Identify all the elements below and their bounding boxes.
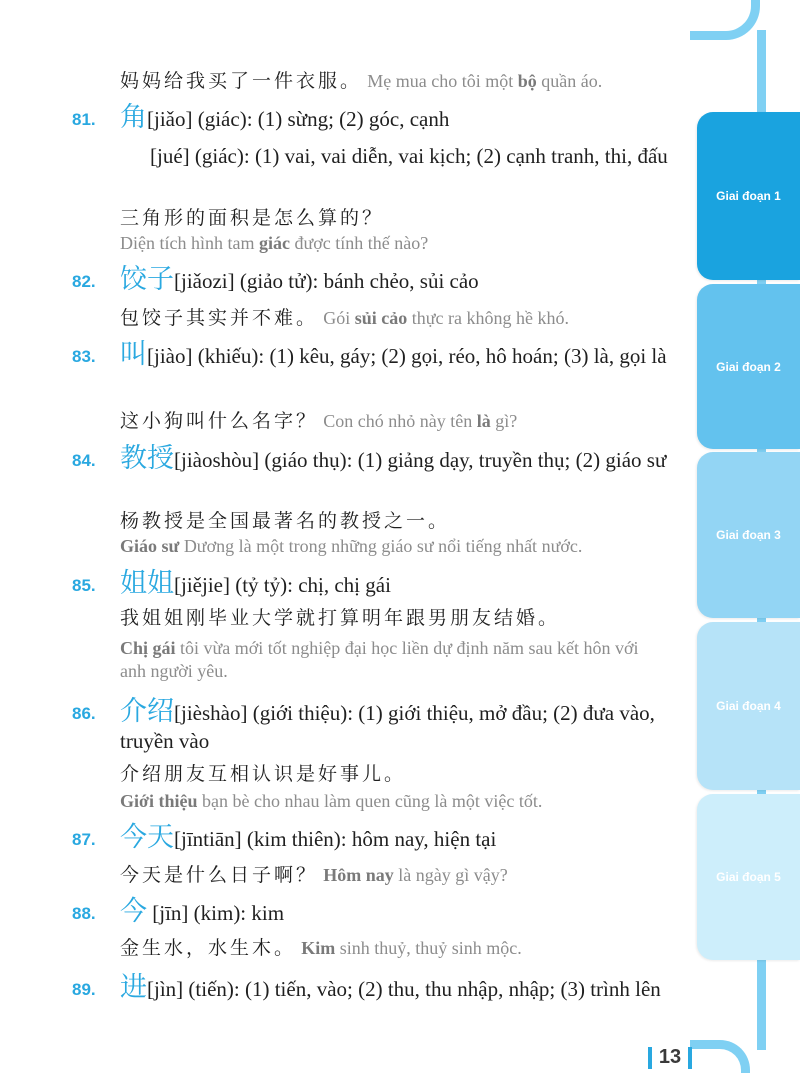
example-vietnamese: Giới thiệu bạn bè cho nhau làm quen cũng là một việc tốt. xyxy=(120,791,543,811)
entry-headword xyxy=(120,445,672,474)
entry-definition: [jīntiān] (kim thiên): hôm nay, hiện tại xyxy=(174,827,497,851)
example-line xyxy=(120,861,675,888)
example-vietnamese: Gói sủi cảo thực ra không hề khó. xyxy=(323,308,569,328)
entry-headword xyxy=(120,824,672,853)
intro-example xyxy=(120,67,675,94)
entry-number: 83. xyxy=(72,347,96,366)
entry-definition: [jiǎo] (giác): (1) sừng; (2) góc, cạnh xyxy=(147,107,450,131)
entry-hanzi: 介绍 xyxy=(120,696,174,727)
entry-headword xyxy=(120,898,672,927)
example-chinese: 包饺子其实并不难。 xyxy=(120,307,319,329)
sidebar-bracket-bottom xyxy=(690,1040,750,1073)
entry-number: 89. xyxy=(72,980,96,999)
entry-number: 82. xyxy=(72,272,96,291)
example-vietnamese: Giáo sư Dương là một trong những giáo sư nổi tiếng nhất nước. xyxy=(120,536,583,556)
example-vietnamese: Mẹ mua cho tôi một bộ quần áo. xyxy=(367,71,603,91)
example-vietnamese: Con chó nhỏ này tên là gì? xyxy=(323,411,518,431)
entry-hanzi: 今 xyxy=(120,896,147,927)
sidebar-bracket-top xyxy=(690,0,760,40)
tab-giai-doan-4[interactable]: Giai đoạn 4 xyxy=(697,622,800,790)
example-vietnamese: Diện tích hình tam giác được tính thế nào? xyxy=(120,233,429,253)
entry-hanzi: 进 xyxy=(120,972,147,1003)
entry-definition: [jīn] (kim): kim xyxy=(147,901,285,925)
example-chinese: 这小狗叫什么名字？ xyxy=(120,410,319,432)
page-number-bar-right xyxy=(688,1047,692,1069)
entry-hanzi: 角 xyxy=(120,102,147,133)
entry-headword xyxy=(120,698,672,755)
entry-number: 85. xyxy=(72,576,96,595)
entry-hanzi: 饺子 xyxy=(120,264,174,295)
example-line xyxy=(120,304,675,331)
entry-definition: [jiǎozi] (giảo tử): bánh chẻo, sủi cảo xyxy=(174,269,479,293)
entry-number: 84. xyxy=(72,451,96,470)
entry-headword xyxy=(120,974,672,1003)
tab-giai-doan-5[interactable]: Giai đoạn 5 xyxy=(697,794,800,960)
tab-giai-doan-1[interactable]: Giai đoạn 1 xyxy=(697,112,800,280)
entry-definition: [jièshào] (giới thiệu): (1) giới thiệu, mở đầu; (2) đưa vào, truyền vào xyxy=(120,701,655,753)
example-chinese: 介绍朋友互相认识是好事儿。 xyxy=(120,763,407,785)
entry-definition: [jiào] (khiếu): (1) kêu, gáy; (2) gọi, réo, hô hoán; (3) là, gọi là xyxy=(147,344,667,368)
example-chinese: 杨教授是全国最著名的教授之一。 xyxy=(120,510,451,532)
entry-definition: [jiějie] (tỷ tỷ): chị, chị gái xyxy=(174,573,391,597)
entry-hanzi: 姐姐 xyxy=(120,568,174,599)
entry-headword xyxy=(120,341,672,370)
page-number-bar-left xyxy=(648,1047,652,1069)
tab-giai-doan-2[interactable]: Giai đoạn 2 xyxy=(697,284,800,449)
entry-number: 88. xyxy=(72,904,96,923)
entry-definition: [jiàoshòu] (giáo thụ): (1) giảng dạy, truyền thụ; (2) giáo sư xyxy=(174,448,667,472)
example-chinese: 三角形的面积是怎么算的？ xyxy=(120,207,385,229)
example-chinese: 金生水，水生木。 xyxy=(120,937,297,959)
example-chinese: 今天是什么日子啊？ xyxy=(120,864,319,886)
example-line xyxy=(120,407,675,434)
example-vietnamese: Chị gái tôi vừa mới tốt nghiệp đại học liền dự định năm sau kết hôn với anh người yêu. xyxy=(120,638,639,681)
entry-hanzi: 教授 xyxy=(120,443,174,474)
entry-definition-2: [jué] (giác): (1) vai, vai diễn, vai kịch; (2) cạnh tranh, thi, đấu xyxy=(150,144,668,168)
example-line xyxy=(120,934,675,961)
example-vietnamese: Kim sinh thuỷ, thuỷ sinh mộc. xyxy=(301,938,522,958)
entry-number: 86. xyxy=(72,704,96,723)
example-chinese: 我姐姐刚毕业大学就打算明年跟男朋友结婚。 xyxy=(120,607,561,629)
entry-definition: [jìn] (tiến): (1) tiến, vào; (2) thu, thu nhập, nhập; (3) trình lên xyxy=(147,977,661,1001)
entry-number: 81. xyxy=(72,110,96,129)
entry-number: 87. xyxy=(72,830,96,849)
entry-headword xyxy=(120,570,672,599)
entry-headword xyxy=(120,266,672,295)
page-number: 13 xyxy=(658,1046,682,1068)
entry-headword xyxy=(120,104,672,133)
entry-hanzi: 叫 xyxy=(120,339,147,370)
tab-giai-doan-3[interactable]: Giai đoạn 3 xyxy=(697,452,800,618)
example-vietnamese: Hôm nay là ngày gì vậy? xyxy=(323,865,508,885)
entry-hanzi: 今天 xyxy=(120,822,174,853)
example-chinese: 妈妈给我买了一件衣服。 xyxy=(120,70,363,92)
